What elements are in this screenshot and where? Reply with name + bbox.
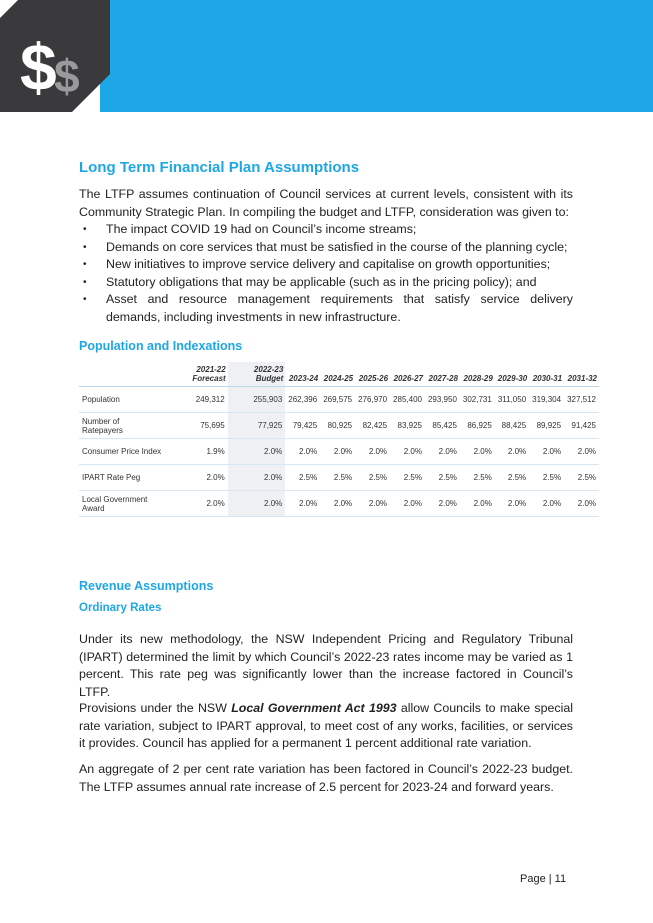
table-cell: 269,575 xyxy=(320,387,355,413)
row-label: Local Government Award xyxy=(79,491,165,517)
table-cell: 2.5% xyxy=(460,465,495,491)
table-cell: 311,050 xyxy=(495,387,529,413)
table-cell: 2.0% xyxy=(460,439,495,465)
table-header-cell: 2028-29 xyxy=(460,362,495,387)
table-cell: 2.0% xyxy=(564,491,599,517)
list-item xyxy=(79,291,573,326)
table-header-cell: 2025-26 xyxy=(355,362,390,387)
table-cell: 2.0% xyxy=(529,491,564,517)
list-item xyxy=(79,256,573,274)
ltfp-intro: The LTFP assumes continuation of Council services at current levels, consistent with its Community Strategic Plan. In compiling the budget and LTFP, consideration was given to: xyxy=(79,187,573,219)
table-cell: 255,903 xyxy=(228,387,286,413)
revenue-paragraph-2 xyxy=(79,700,573,753)
header-banner xyxy=(0,0,653,112)
indexations-title: Population and Indexations xyxy=(79,339,243,353)
bullet-icon: • xyxy=(83,276,87,288)
table-cell: 2.0% xyxy=(320,491,355,517)
table-cell: 2.5% xyxy=(425,465,460,491)
table-cell: 2.0% xyxy=(285,439,320,465)
bullet-icon: • xyxy=(83,294,87,305)
table-header-cell: 2030-31 xyxy=(529,362,564,387)
table-cell: 285,400 xyxy=(390,387,425,413)
table-cell: 2.0% xyxy=(228,439,286,465)
table-cell: 2.0% xyxy=(390,439,425,465)
table-cell: 2.5% xyxy=(355,465,390,491)
row-label: Number of Ratepayers xyxy=(79,413,165,439)
ltfp-title: Long Term Financial Plan Assumptions xyxy=(79,159,360,176)
table-cell: 262,396 xyxy=(285,387,320,413)
svg-text:$: $ xyxy=(54,50,80,102)
row-label: IPART Rate Peg xyxy=(79,465,165,491)
table-cell: 2.5% xyxy=(495,465,529,491)
table-cell: 2.0% xyxy=(425,439,460,465)
revenue-paragraph-3: An aggregate of 2 per cent rate variation has been factored in Council’s 2022-23 budget. The LTFP assumes annual rate increase of 2.5 percent for 2023-24 and forward years. xyxy=(79,762,573,794)
row-label: Consumer Price Index xyxy=(79,439,165,465)
ordinary-rates-subtitle: Ordinary Rates xyxy=(79,602,162,614)
revenue-paragraph-1: Under its new methodology, the NSW Independent Pricing and Regulatory Tribunal (IPART) determined the limit by which Council’s 2022-23 rates income may be varied as 1 percent. This rate peg was significantly lower than the increase factored in Council’s LTFP. xyxy=(79,632,573,699)
table-header-row xyxy=(79,362,599,387)
ltfp-bullet-list xyxy=(79,221,573,326)
table-header-cell: 2027-28 xyxy=(425,362,460,387)
para2-text-start: Provisions under the NSW xyxy=(79,701,232,715)
table-cell: 2.5% xyxy=(285,465,320,491)
table-cell: 2.0% xyxy=(495,439,529,465)
bullet-text: Asset and resource management requirements that satisfy service delivery demands, including investments in new infrastructure. xyxy=(106,292,573,324)
table-body xyxy=(79,387,599,517)
table-cell: 2.5% xyxy=(390,465,425,491)
table-row xyxy=(79,491,599,517)
list-item xyxy=(79,274,573,292)
table-cell: 2.5% xyxy=(564,465,599,491)
table-header-cell xyxy=(79,362,165,387)
table-cell: 276,970 xyxy=(355,387,390,413)
table-cell: 82,425 xyxy=(355,413,390,439)
table-cell: 2.0% xyxy=(564,439,599,465)
table-cell: 2.0% xyxy=(425,491,460,517)
table-cell: 89,925 xyxy=(529,413,564,439)
table-header-cell: 2021-22 Forecast xyxy=(165,362,228,387)
table-cell: 2.0% xyxy=(165,491,228,517)
indexations-table xyxy=(79,362,599,517)
table-row xyxy=(79,439,599,465)
table-header-cell: 2031-32 xyxy=(564,362,599,387)
bullet-icon: • xyxy=(83,259,87,270)
para2-text-end: allow Councils to make special rate variation, subject to IPART approval, to meet cost of any works, facilities, or services it provides. Council has applied for a permanent 1 percent additional rate variation. xyxy=(79,701,574,750)
table-cell: 2.0% xyxy=(355,491,390,517)
bullet-text: New initiatives to improve service delivery and capitalise on growth opportunities; xyxy=(106,257,551,271)
table-header-cell: 2029-30 xyxy=(495,362,529,387)
list-item xyxy=(79,221,573,239)
table-cell: 79,425 xyxy=(285,413,320,439)
page-number: Page | 11 xyxy=(520,873,567,885)
table-cell: 2.0% xyxy=(285,491,320,517)
table-cell: 80,925 xyxy=(320,413,355,439)
list-item xyxy=(79,239,573,257)
table-cell: 293,950 xyxy=(425,387,460,413)
table-cell: 2.0% xyxy=(228,491,286,517)
table-cell: 249,312 xyxy=(165,387,228,413)
table-cell: 2.5% xyxy=(529,465,564,491)
table-header-cell: 2023-24 xyxy=(285,362,320,387)
table-row xyxy=(79,413,599,439)
table-row xyxy=(79,465,599,491)
revenue-title: Revenue Assumptions xyxy=(79,579,214,593)
table-header-cell: 2022-23 Budget xyxy=(228,362,286,387)
act-name-text: Local Government Act 1993 xyxy=(231,701,397,715)
table-cell: 2.0% xyxy=(355,439,390,465)
table-header-cell: 2026-27 xyxy=(390,362,425,387)
table-cell: 2.0% xyxy=(320,439,355,465)
table-header-cell: 2024-25 xyxy=(320,362,355,387)
table-cell: 86,925 xyxy=(460,413,495,439)
table-cell: 91,425 xyxy=(564,413,599,439)
table-row xyxy=(79,387,599,413)
table-cell: 2.0% xyxy=(390,491,425,517)
table-cell: 77,925 xyxy=(228,413,286,439)
table-cell: 75,695 xyxy=(165,413,228,439)
table-cell: 85,425 xyxy=(425,413,460,439)
bullet-text: Demands on core services that must be satisfied in the course of the planning cycle; xyxy=(106,239,568,254)
table-cell: 302,731 xyxy=(460,387,495,413)
row-label: Population xyxy=(79,387,165,413)
table-cell: 88,425 xyxy=(495,413,529,439)
table-cell: 2.5% xyxy=(320,465,355,491)
table-cell: 2.0% xyxy=(228,465,286,491)
table-cell: 2.0% xyxy=(460,491,495,517)
dollar-signs-logo xyxy=(0,0,110,112)
header-blue-band xyxy=(100,0,653,112)
table-cell: 2.0% xyxy=(165,465,228,491)
bullet-text: Statutory obligations that may be applicable (such as in the pricing policy); and xyxy=(106,274,537,289)
table-cell: 2.0% xyxy=(529,439,564,465)
table-cell: 2.0% xyxy=(495,491,529,517)
table-cell: 1.9% xyxy=(165,439,228,465)
bullet-text: The impact COVID 19 had on Council’s income streams; xyxy=(106,222,417,236)
bullet-icon: • xyxy=(83,241,87,253)
table-cell: 327,512 xyxy=(564,387,599,413)
bullet-icon: • xyxy=(83,224,87,235)
svg-text:$: $ xyxy=(20,30,57,104)
table-cell: 83,925 xyxy=(390,413,425,439)
table-cell: 319,304 xyxy=(529,387,564,413)
